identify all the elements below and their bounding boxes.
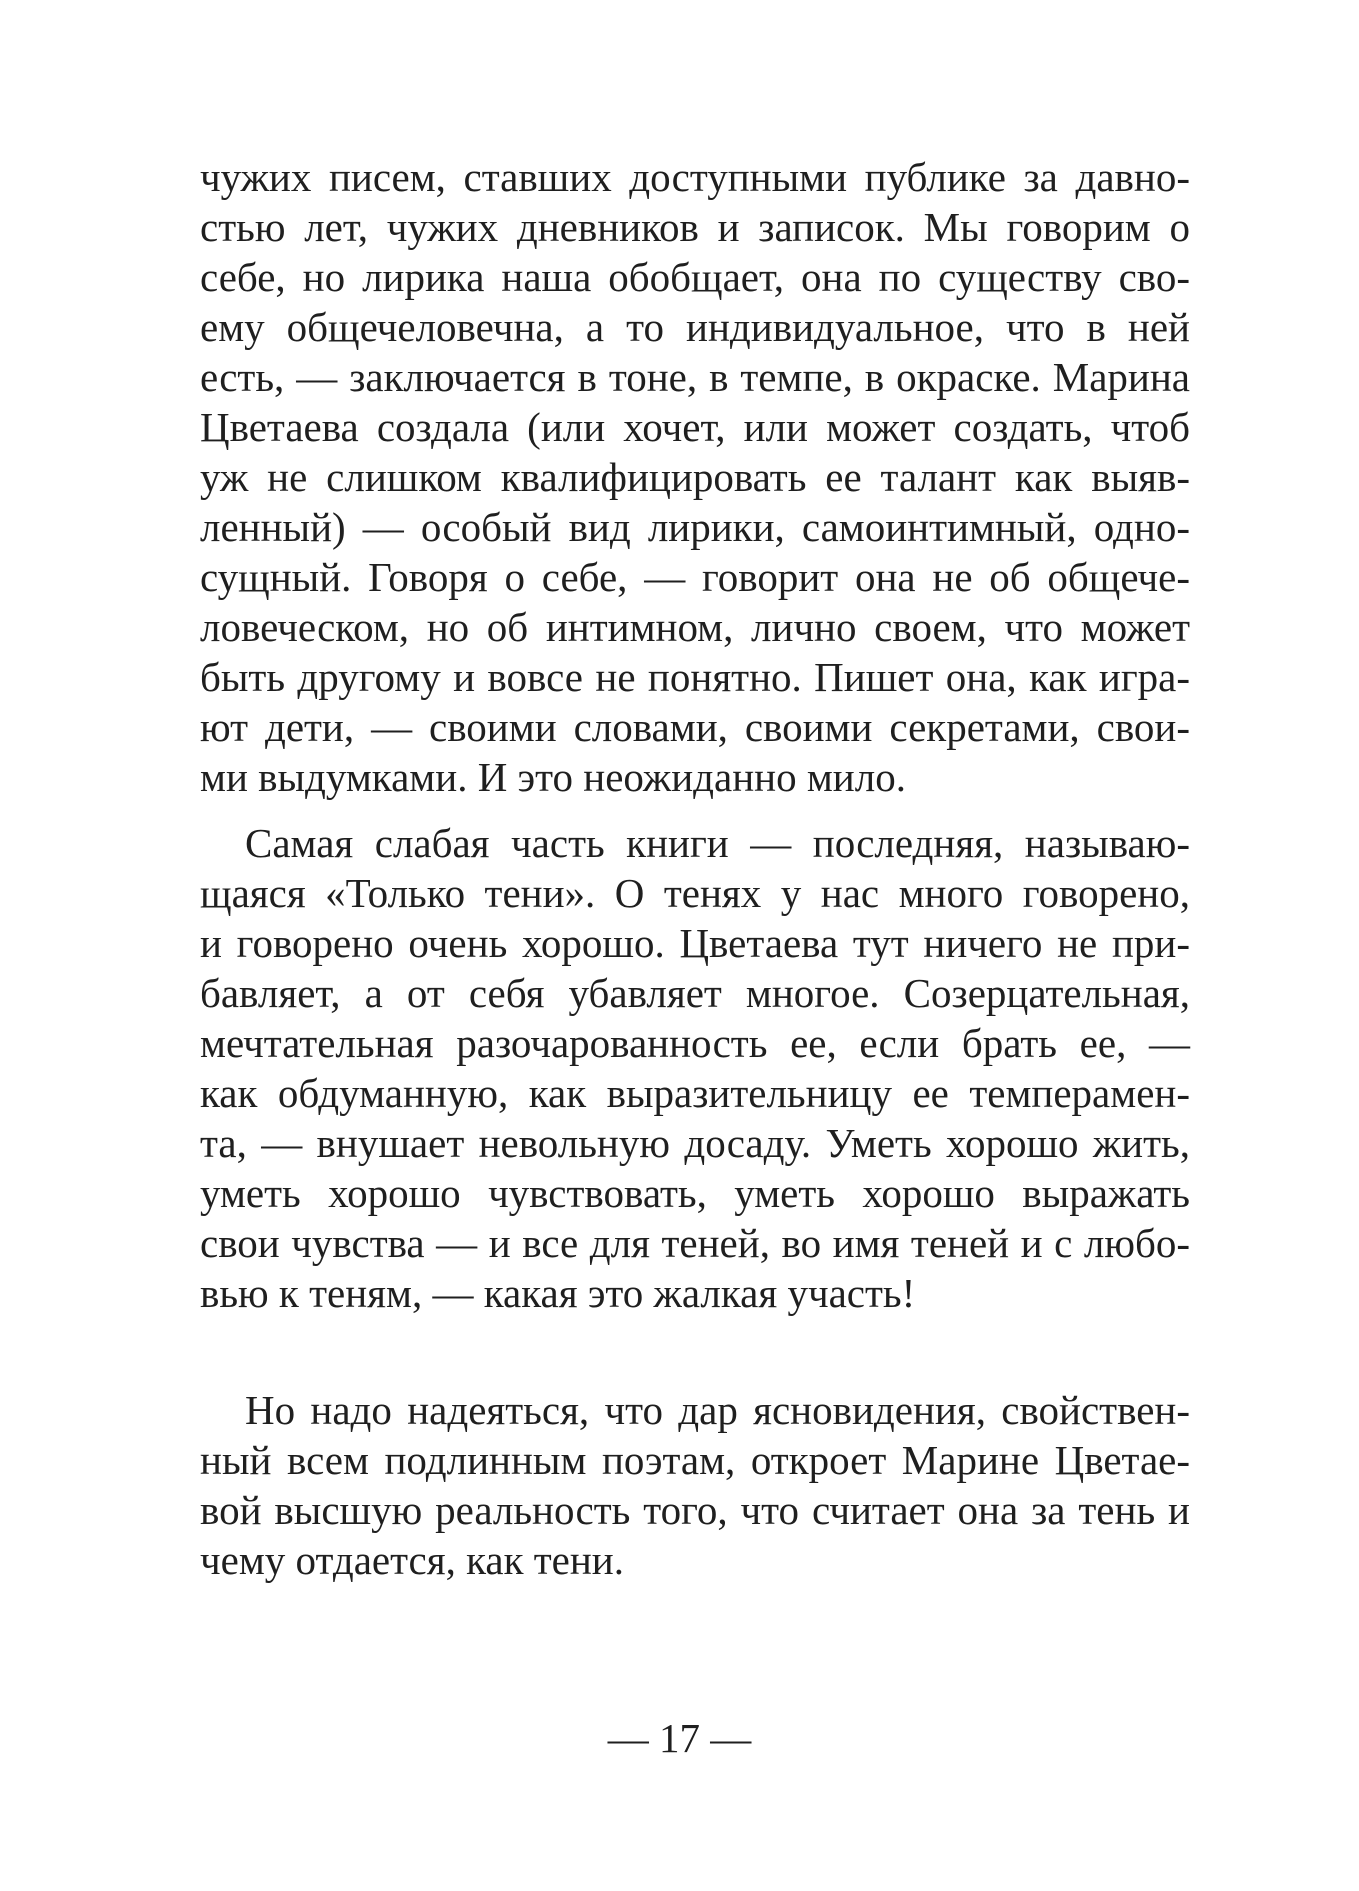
- text-line: себе, но лирика наша обобщает, она по существу сво-: [200, 254, 1190, 300]
- text-line: уметь хорошо чувствовать, уметь хорошо выражать: [200, 1170, 1190, 1216]
- page-number: — 17 —: [607, 1715, 752, 1761]
- text-line: есть, — заключается в тоне, в темпе, в окраске. Марина: [200, 354, 1190, 400]
- text-line: ют дети, — своими словами, своими секретами, свои-: [200, 704, 1190, 750]
- text-line: щаяся «Только тени». О тенях у нас много говорено,: [200, 870, 1190, 916]
- text-line: Но надо надеяться, что дар ясновидения, свойствен-: [245, 1387, 1190, 1433]
- paragraph-3: [200, 1385, 1190, 1585]
- paragraph-2: [200, 818, 1190, 1318]
- text-line: сущный. Говоря о себе, — говорит она не об общече-: [200, 554, 1190, 600]
- text-line: ленный) — особый вид лирики, самоинтимный, одно-: [200, 504, 1190, 550]
- text-line: Самая слабая часть книги — последняя, называю-: [245, 820, 1190, 866]
- text-line: ловеческом, но об интимном, лично своем, что может: [200, 604, 1190, 650]
- text-line: ему общечеловечна, а то индивидуальное, что в ней: [200, 304, 1190, 350]
- text-line: та, — внушает невольную досаду. Уметь хорошо жить,: [200, 1120, 1190, 1166]
- text-line: чему отдается, как тени.: [200, 1537, 624, 1583]
- text-line: Цветаева создала (или хочет, или может создать, чтоб: [200, 404, 1190, 450]
- text-line: уж не слишком квалифицировать ее талант как выяв-: [200, 454, 1190, 500]
- text-line: и говорено очень хорошо. Цветаева тут ничего не при-: [200, 920, 1190, 966]
- text-line: ми выдумками. И это неожиданно мило.: [200, 754, 906, 800]
- text-line: быть другому и вовсе не понятно. Пишет она, как игра-: [200, 654, 1190, 700]
- text-line: ный всем подлинным поэтам, откроет Марине Цветае-: [200, 1437, 1190, 1483]
- text-line: стью лет, чужих дневников и записок. Мы говорим о: [200, 204, 1190, 250]
- text-line: вой высшую реальность того, что считает она за тень и: [200, 1487, 1190, 1533]
- text-line: вью к теням, — какая это жалкая участь!: [200, 1270, 916, 1316]
- text-line: бавляет, а от себя убавляет многое. Созерцательная,: [200, 970, 1190, 1016]
- text-line: как обдуманную, как выразительницу ее темперамен-: [200, 1070, 1190, 1116]
- text-line: свои чувства — и все для теней, во имя теней и с любо-: [200, 1220, 1190, 1266]
- paragraph-1: [200, 152, 1190, 802]
- text-line: мечтательная разочарованность ее, если брать ее, —: [200, 1020, 1190, 1066]
- text-line: чужих писем, ставших доступными публике за давно-: [200, 154, 1190, 200]
